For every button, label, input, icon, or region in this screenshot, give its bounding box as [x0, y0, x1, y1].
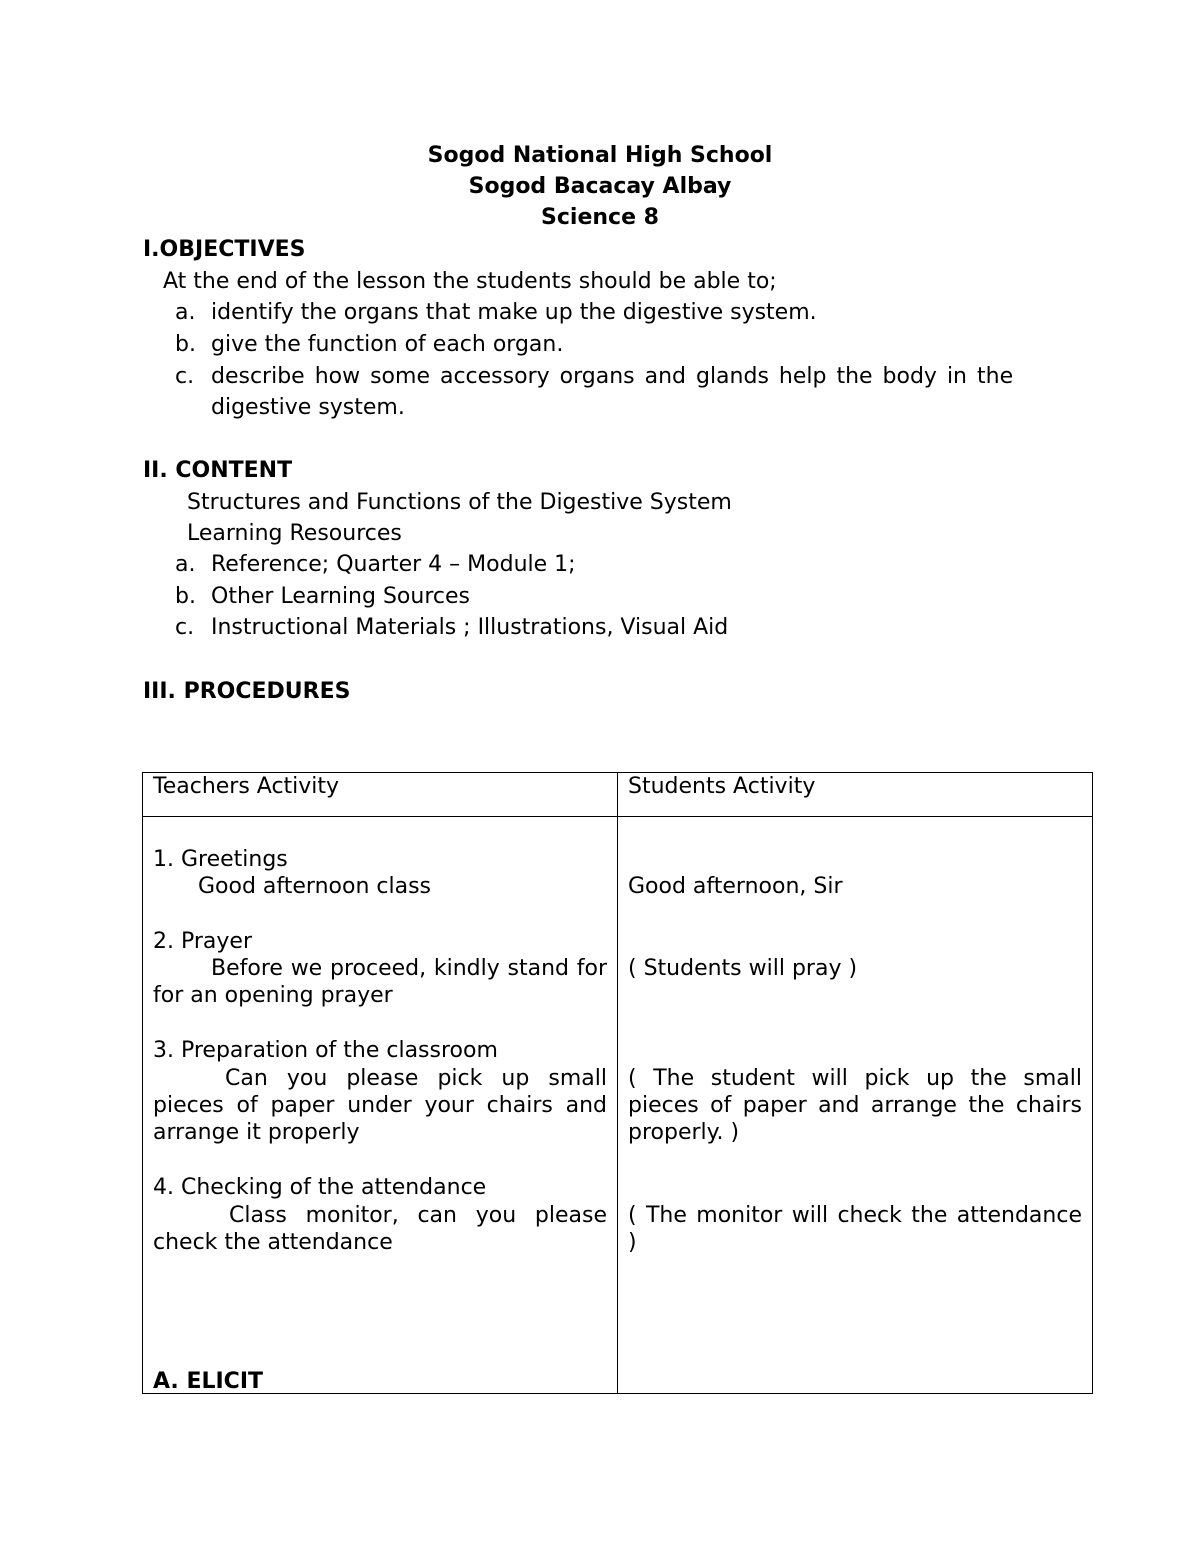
- procedures-table: [142, 772, 1093, 1394]
- student-response-prayer: ( Students will pray ): [628, 956, 858, 981]
- objective-label: a.: [175, 300, 196, 325]
- prayer-text: Before we proceed, kindly stand for for an opening prayer: [153, 956, 607, 1008]
- objective-item: [175, 297, 817, 328]
- preparation-title: 3. Preparation of the classroom: [153, 1038, 498, 1063]
- prayer-title: 2. Prayer: [153, 929, 252, 954]
- table-header-row: [143, 773, 1093, 817]
- resource-text: Other Learning Sources: [211, 584, 470, 609]
- objective-text: describe how some accessory organs and glands help the body in the: [211, 364, 1014, 389]
- students-activity-header: Students Activity: [618, 773, 1093, 817]
- student-response-greetings: Good afternoon, Sir: [628, 874, 843, 899]
- student-activity-cell: [618, 817, 1093, 1394]
- objective-item: [175, 329, 563, 360]
- objective-label: c.: [175, 364, 195, 389]
- objective-item: [175, 361, 1013, 392]
- objective-text: give the function of each organ.: [211, 332, 564, 357]
- attendance-title: 4. Checking of the attendance: [153, 1175, 487, 1200]
- resources-heading: Learning Resources: [187, 521, 402, 546]
- objective-text: identify the organs that make up the digestive system.: [211, 300, 817, 325]
- table-row: [143, 817, 1093, 1394]
- attendance-text: Class monitor, can you please check the attendance: [153, 1203, 607, 1255]
- preparation-text: Can you please pick up small pieces of paper under your chairs and arrange it properly: [153, 1066, 607, 1145]
- student-response-attendance: ( The monitor will check the attendance ): [628, 1203, 1082, 1255]
- objectives-intro: At the end of the lesson the students should be able to;: [163, 269, 777, 294]
- greetings-title: 1. Greetings: [153, 847, 288, 872]
- resource-text: Reference; Quarter 4 – Module 1;: [211, 552, 576, 577]
- resource-label: b.: [175, 584, 196, 609]
- content-heading: II. CONTENT: [143, 458, 293, 483]
- objectives-heading: I.OBJECTIVES: [143, 237, 306, 262]
- greetings-text: Good afternoon class: [198, 874, 431, 899]
- resource-item: [175, 581, 470, 612]
- resource-label: c.: [175, 615, 195, 640]
- content-topic: Structures and Functions of the Digestive System: [187, 490, 732, 515]
- objective-text-continued: digestive system.: [211, 395, 405, 420]
- resource-item: [175, 612, 728, 643]
- school-name: Sogod National High School: [427, 143, 773, 168]
- elicit-heading: A. ELICIT: [153, 1369, 264, 1394]
- subject-title: Science 8: [541, 205, 659, 230]
- teachers-activity-header: Teachers Activity: [143, 773, 618, 817]
- resource-text: Instructional Materials ; Illustrations, Visual Aid: [211, 615, 729, 640]
- objective-label: b.: [175, 332, 196, 357]
- resource-item: [175, 549, 576, 580]
- student-response-preparation: ( The student will pick up the small pieces of paper and arrange the chairs properly. ): [628, 1066, 1082, 1145]
- teacher-activity-cell: [143, 817, 618, 1394]
- school-address: Sogod Bacacay Albay: [468, 174, 732, 199]
- procedures-heading: III. PROCEDURES: [143, 679, 351, 704]
- resource-label: a.: [175, 552, 196, 577]
